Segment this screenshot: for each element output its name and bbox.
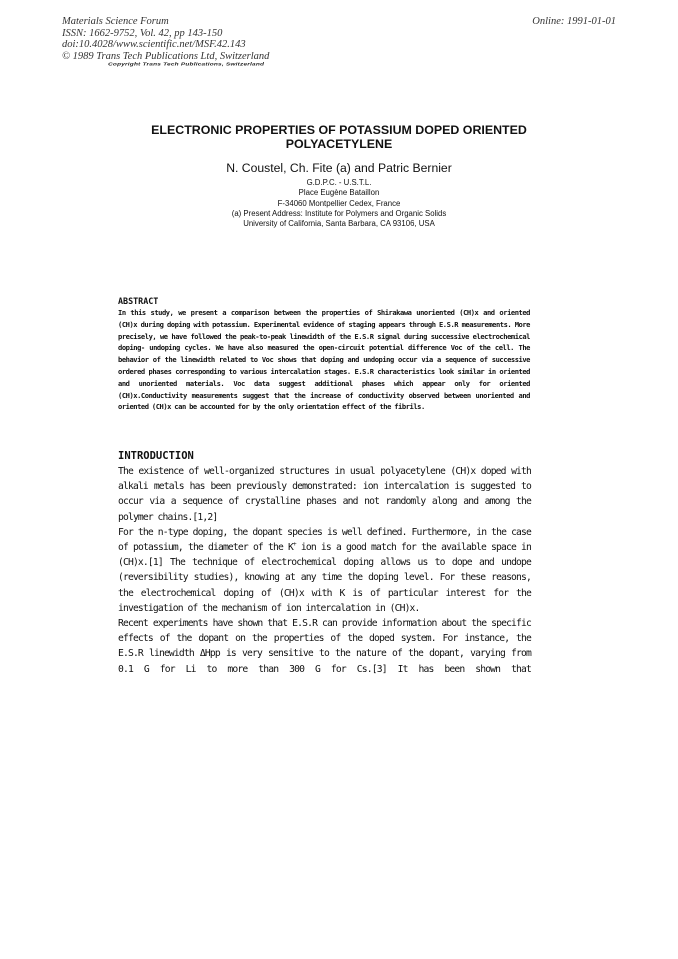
affiliation-line: G.D.P.C. - U.S.T.L.	[306, 178, 372, 187]
paper-title: ELECTRONIC PROPERTIES OF POTASSIUM DOPED ORIENTED POLYACETYLENE	[151, 123, 527, 151]
copyright-strip: Copyright Trans Tech Publications, Switzerland	[108, 62, 265, 67]
intro-paragraph-3: Recent experiments have shown that E.S.R can provide information about the specific effects of the dopant on the properties of the doped system. For instance, the E.S.R linewidth ΔHpp is very sensitive to the nature of the dopant, varying from 0.1 G for Li to more than 300 G for Cs.[3] It has been shown that	[118, 618, 531, 675]
abstract-heading: ABSTRACT	[118, 296, 159, 306]
affiliation-line: University of California, Santa Barbara, CA 93106, USA	[243, 219, 435, 229]
affiliation-line: F-34060 Montpellier Cedex, France	[277, 198, 401, 208]
journal-name: Materials Science Forum	[62, 16, 169, 27]
introduction-heading: INTRODUCTION	[118, 450, 194, 462]
citation-header	[62, 16, 269, 62]
author-list: N. Coustel, Ch. Fite (a) and Patric Bernier	[226, 161, 452, 175]
abstract-text: In this study, we present a comparison between the properties of Shirakawa unoriented (CH)x and oriented (CH)x during doping with potassium. Experimental evidence of staging appears through E.S.R measurements. More precisely, we have followed the peak-to-peak linewidth of the E.S.R signal during successive electrochemical doping- undoping cycles. We have also measured the open-circuit potential difference Voc of the cell. The behavior of the linewidth related to Voc shows that doping and undoping occur via a sequence of successive ordered phases corresponding to various intercalation stages. E.S.R characteristics look similar in oriented and unoriented materials. Voc data suggest additional phases which appear only for oriented (CH)x.Conductivity measurements suggest that the increase of conductivity observed between unoriented and oriented (CH)x can be accounted for by the only orientation effect of the fibrils.	[118, 308, 530, 412]
affiliations	[100, 178, 578, 229]
introduction-body	[118, 464, 531, 677]
affiliation-line: Place Eugène Bataillon	[298, 188, 380, 198]
intro-paragraph-2: For the n-type doping, the dopant species is well defined. Furthermore, in the case of potassium, the diameter of the K+ ion is a good match for the available space in (CH)x.[1] The technique of electrochemical doping allows us to dope and undope (reversibility studies), knowing at any time the doping level. For these reasons, the electrochemical doping of (CH)x with K is of particular interest for the investigation of the mechanism of ion intercalation in (CH)x.	[118, 526, 531, 614]
affiliation-line: (a) Present Address: Institute for Polymers and Organic Solids	[231, 208, 447, 218]
doi-line: doi:10.4028/www.scientific.net/MSF.42.143	[62, 39, 246, 51]
online-date: Online: 1991-01-01	[532, 16, 616, 27]
intro-paragraph-1: The existence of well-organized structures in usual polyacetylene (CH)x doped with alkali metals has been previously demonstrated: ion intercalation is suggested to occur via a sequence of crystalline phases and not randomly along and among the polymer chains.[1,2]	[118, 466, 531, 523]
issn-line: ISSN: 1662-9752, Vol. 42, pp 143-150	[62, 27, 223, 39]
copyright-line: © 1989 Trans Tech Publications Ltd, Switzerland	[62, 50, 270, 62]
